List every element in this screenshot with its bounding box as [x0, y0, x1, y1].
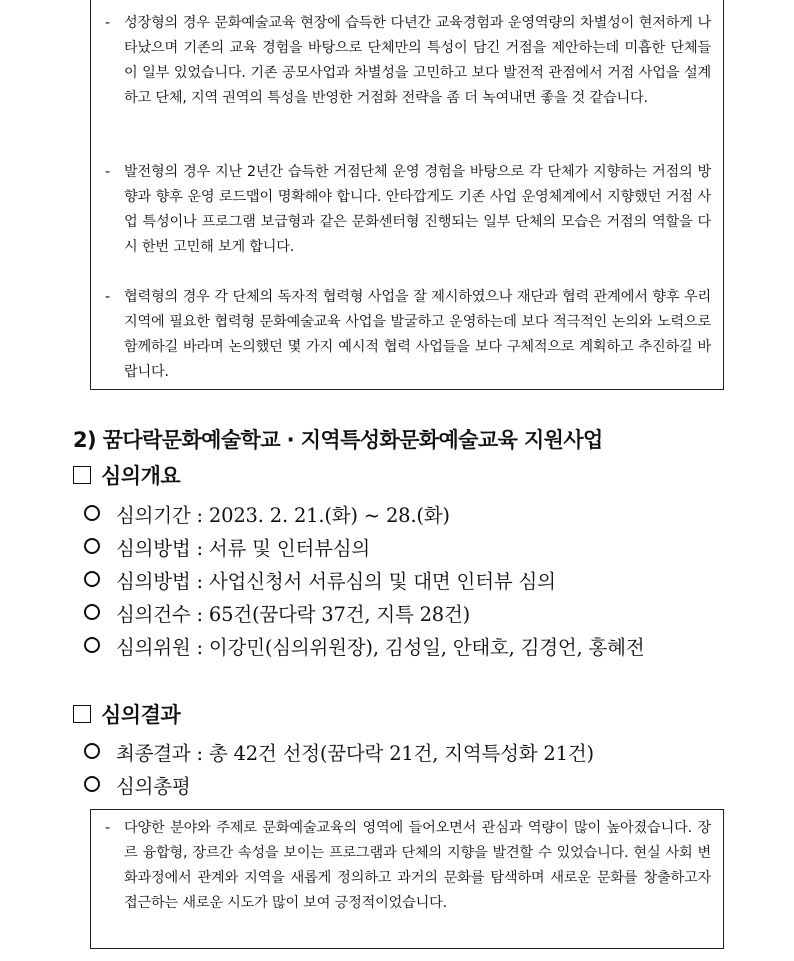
overview-item-method — [84, 533, 370, 561]
overview-item-count — [84, 599, 470, 627]
overview-item-text: 심의기간 : 2023. 2. 21.(화) ~ 28.(화) — [116, 504, 450, 527]
review-summary-box — [90, 809, 724, 949]
dash-marker: - — [105, 15, 110, 31]
circle-bullet-icon — [84, 538, 100, 554]
results-item-text: 최종결과 : 총 42건 선정(꿈다락 21건, 지역특성화 21건) — [116, 742, 594, 765]
review-paragraph-growth — [105, 11, 711, 111]
circle-bullet-icon — [84, 637, 100, 653]
review-summary-paragraph — [105, 816, 711, 916]
dash-marker: - — [105, 820, 110, 836]
review-paragraph-cooperation — [105, 285, 711, 385]
results-item-final — [84, 738, 594, 766]
review-comments-box — [90, 0, 724, 390]
circle-bullet-icon — [84, 776, 100, 792]
paragraph-text: 발전형의 경우 지난 2년간 습득한 거점단체 운영 경험을 바탕으로 각 단체가 지향하는 거점의 방향과 향후 운영 로드맵이 명확해야 합니다. 안타깝게도 기존 사업 운영체계에서 지향했던 거점 사업 특성이나 프로그램 보급형과 같은 문화센터형 진행되는 일부 단체의 모습은 거점의 역할을 다시 한번 고민해 보게 합니다. — [124, 164, 711, 255]
dash-marker: - — [105, 164, 110, 180]
overview-item-text: 심의위원 : 이강민(심의위원장), 김성일, 안태호, 김경언, 홍혜전 — [116, 636, 645, 659]
square-bullet-icon — [73, 705, 91, 723]
paragraph-text: 다양한 분야와 주제로 문화예술교육의 영역에 들어오면서 관심과 역량이 많이 높아졌습니다. 장르 융합형, 장르간 속성을 보이는 프로그램과 단체의 지향을 발견할 수 있었습니다. 현실 사회 변화과정에서 관계와 지역을 새롭게 정의하고 과거의 문화를 탐색하며 새로운 문화를 창출하고자 접근하는 새로운 시도가 많이 보여 긍정적이었습니다. — [124, 820, 711, 911]
results-item-text: 심의총평 — [116, 775, 191, 798]
overview-heading — [73, 460, 180, 490]
square-bullet-icon — [73, 466, 91, 484]
circle-bullet-icon — [84, 505, 100, 521]
results-heading-text: 심의결과 — [101, 703, 181, 727]
circle-bullet-icon — [84, 571, 100, 587]
overview-item-period — [84, 500, 450, 528]
overview-item-text: 심의건수 : 65건(꿈다락 37건, 지특 28건) — [116, 603, 471, 626]
circle-bullet-icon — [84, 604, 100, 620]
review-paragraph-development — [105, 160, 711, 260]
section-title: 2) 꿈다락문화예술학교 · 지역특성화문화예술교육 지원사업 — [73, 428, 603, 452]
circle-bullet-icon — [84, 743, 100, 759]
overview-item-text: 심의방법 : 서류 및 인터뷰심의 — [116, 537, 371, 560]
results-heading — [73, 699, 180, 729]
dash-marker: - — [105, 289, 110, 305]
overview-item-text: 심의방법 : 사업신청서 서류심의 및 대면 인터뷰 심의 — [116, 570, 556, 593]
overview-item-method-detail — [84, 566, 556, 594]
overview-item-committee — [84, 632, 644, 660]
overview-heading-text: 심의개요 — [101, 464, 181, 488]
results-item-review-summary — [84, 771, 191, 799]
paragraph-text: 협력형의 경우 각 단체의 독자적 협력형 사업을 잘 제시하였으나 재단과 협력 관계에서 향후 우리 지역에 필요한 협력형 문화예술교육 사업을 발굴하고 운영하는데 보다 적극적인 논의와 노력으로 함께하길 바라며 논의했던 몇 가지 예시적 협력 사업들을 보다 구체적으로 계획하고 추진하길 바랍니다. — [124, 289, 711, 380]
paragraph-text: 성장형의 경우 문화예술교육 현장에 습득한 다년간 교육경험과 운영역량의 차별성이 현저하게 나타났으며 기존의 교육 경험을 바탕으로 단체만의 특성이 담긴 거점을 제안하는데 미흡한 단체들이 일부 있었습니다. 기존 공모사업과 차별성을 고민하고 보다 발전적 관점에서 거점 사업을 설계하고 단체, 지역 권역의 특성을 반영한 거점화 전략을 좀 더 녹여내면 좋을 것 같습니다. — [124, 15, 711, 106]
